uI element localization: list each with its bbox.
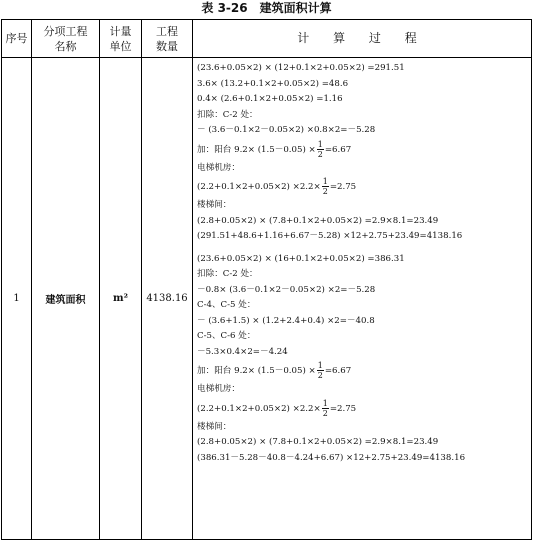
calc-text: 电梯机房： [197,162,240,173]
header-item [32,20,100,58]
header-item-line1: 分项工程 [43,24,88,38]
header-no: 序号 [2,20,32,58]
table-title: 表 3-26 建筑面积计算 [201,1,332,15]
calc-text: 3.6× (13.2+0.1×2+0.05×2) =48.6 [197,78,349,89]
area-calculation-table [1,19,532,540]
table-row [2,58,532,540]
header-unit-line1: 计量 [109,24,132,38]
calc-line [197,298,531,314]
row-unit: m² [100,58,142,540]
calculation-lines [197,61,531,466]
calc-text: (386.31－5.28－40.8－4.24+6.67) ×12+2.75+23.49=4138.16 [197,452,466,463]
header-row [2,20,532,58]
calc-text: 电梯机房： [197,384,240,394]
calc-line [197,139,531,161]
calc-text: (23.6+0.05×2) × (16+0.1×2+0.05×2) =386.31 [197,253,405,264]
calc-line [197,360,531,382]
fraction-denominator: 2 [322,187,328,196]
calc-line [197,229,531,245]
header-unit [100,20,142,58]
fraction-denominator: 2 [322,408,328,418]
calc-line [197,451,531,467]
calc-text: (2.2+0.1×2+0.05×2) ×2.2× [197,403,321,414]
calc-line [197,420,531,436]
calc-line [197,314,531,330]
calc-text: 扣除：C-2 处： [197,109,258,120]
calc-text: (23.6+0.05×2) × (12+0.1×2+0.05×2) =291.51 [197,63,405,73]
calc-line [197,398,531,420]
calc-line [197,345,531,361]
calc-line [197,77,531,93]
calc-line [197,435,531,451]
calc-line [197,283,531,299]
calc-line [197,214,531,230]
calc-text: 楼梯间： [197,200,232,210]
fraction [322,399,329,418]
row-qty: 4138.16 [142,58,193,540]
calculation-process [193,58,532,540]
calc-line [197,198,531,214]
calc-text: 加：阳台 9.2× (1.5－0.05) × [197,366,316,376]
calc-text: －5.3×0.4×2=－4.24 [197,346,288,357]
header-qty-line1: 工程 [156,24,178,38]
section-gap [197,245,531,252]
fraction-numerator: 1 [322,398,328,408]
header-qty-line2: 数量 [156,39,178,53]
fraction-numerator: 1 [317,361,323,370]
calc-text: C-4、C-5 处： [197,300,256,310]
calc-result: =6.67 [324,144,352,155]
header-calc: 计 算 过 程 [193,20,532,58]
calc-line [197,176,531,198]
calc-result: =2.75 [329,403,357,414]
calc-text: 加：阳台 9.2× (1.5－0.05) × [197,144,316,155]
calc-line [197,161,531,177]
fraction [322,177,329,196]
calc-line [197,252,531,268]
calc-result: =6.67 [324,366,352,376]
calc-line [197,61,531,77]
calc-text: －0.8× (3.6－0.1×2－0.05×2) ×2=－5.28 [197,284,376,295]
calc-line [197,108,531,124]
fraction-denominator: 2 [317,371,323,380]
calc-text: (2.8+0.05×2) × (7.8+0.1×2+0.05×2) =2.9×8.1=23.49 [197,215,439,226]
calc-line [197,267,531,283]
fraction-denominator: 2 [317,149,323,159]
row-name: 建筑面积 [32,58,100,540]
fraction [317,140,324,159]
header-qty [142,20,193,58]
calc-text: (2.2+0.1×2+0.05×2) ×2.2× [197,182,321,192]
header-item-line2: 名称 [54,39,77,53]
fraction [317,361,324,380]
calc-result: =2.75 [329,182,357,192]
calc-line [197,382,531,398]
row-no: 1 [2,58,32,540]
calc-text: (291.51+48.6+1.16+6.67－5.28) ×12+2.75+23.49=4138.16 [197,231,463,241]
calc-text: － (3.6+1.5) × (1.2+2.4+0.4) ×2=－40.8 [197,315,375,326]
calc-line [197,329,531,345]
calc-text: (2.8+0.05×2) × (7.8+0.1×2+0.05×2) =2.9×8.1=23.49 [197,437,439,447]
calc-text: － (3.6－0.1×2－0.05×2) ×0.8×2=－5.28 [197,125,376,135]
header-unit-line2: 单位 [109,39,132,53]
calc-text: 0.4× (2.6+0.1×2+0.05×2) =1.16 [197,94,343,104]
calc-line [197,123,531,139]
calc-text: 楼梯间： [197,421,232,432]
calc-text: 扣除：C-2 处： [197,269,258,279]
calc-text: C-5、C-6 处： [197,331,256,341]
fraction-numerator: 1 [317,139,323,149]
fraction-numerator: 1 [322,177,328,186]
calc-line [197,92,531,108]
